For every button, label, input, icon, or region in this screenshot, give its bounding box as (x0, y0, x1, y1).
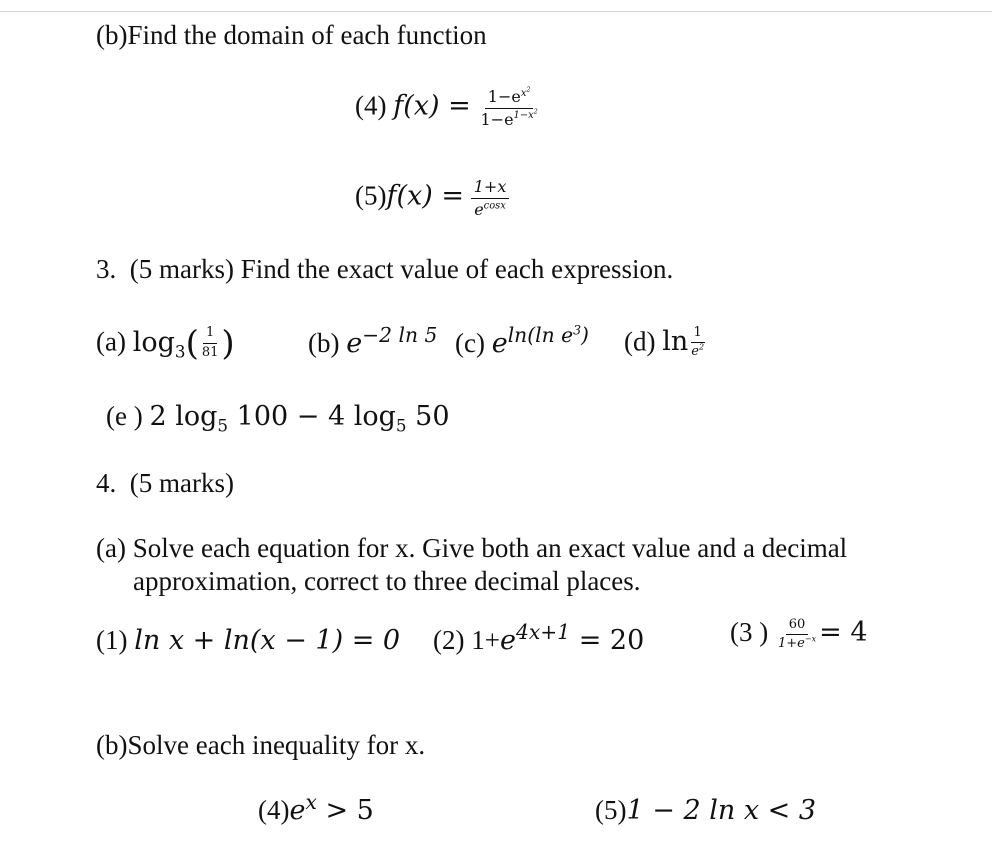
part-b-domain-heading (96, 22, 487, 49)
question-4b-label: (b) (96, 730, 128, 760)
equation-3-fraction: $\frac{60}{1+e^{-x}}$ (777, 617, 817, 652)
part-label: (b) (96, 20, 128, 50)
equation-2-label: (2) 1+ (433, 625, 500, 655)
equation-2-expression: $e^{4x+1} = 20$ (499, 620, 645, 656)
equation-1 (96, 627, 400, 654)
question-4b-text: Solve each inequality for x. (127, 730, 426, 760)
function-4-label: (4) (355, 90, 394, 121)
question-4b-heading (96, 732, 425, 759)
inequality-5 (595, 797, 816, 824)
question-4-text: (5 marks) (129, 468, 234, 498)
question-3b-label: (b) (308, 328, 347, 358)
inequality-4 (258, 790, 374, 826)
inequality-4-expression: $e^x > 5$ (289, 790, 374, 826)
question-3-text: (5 marks) Find the exact value of each expression. (129, 254, 674, 284)
top-divider (0, 11, 992, 12)
question-4-number: 4. (96, 468, 117, 498)
function-5-fraction (471, 178, 510, 218)
question-4-heading (96, 470, 234, 497)
equation-3 (730, 618, 868, 652)
question-3a (96, 323, 235, 363)
question-3-number: 3. (96, 254, 117, 284)
question-3e-label: (e ) (106, 401, 150, 431)
question-3c (455, 322, 589, 359)
equation-1-expression: ln x + ln(x − 1) = 0 (134, 625, 401, 656)
equation-1-label: (1) (96, 625, 135, 655)
function-4-fraction (477, 88, 540, 128)
function-5-numerator: 1+x (471, 178, 510, 199)
equation-2 (433, 620, 645, 656)
question-3d (624, 326, 707, 360)
question-3d-label: (d) (624, 326, 663, 357)
question-3c-label: (c) (455, 328, 492, 358)
question-3e-expression: 2 $\log_5 100 - 4$ $\log_5 50$ (149, 401, 450, 436)
question-4a-line2: approximation, correct to three decimal places. (133, 566, 641, 596)
question-3b (308, 323, 438, 359)
function-5-denominator: $e^{cosx}$ (474, 199, 506, 219)
question-3a-expression: $\log_3$( $\frac{1}{81}$ ) (132, 323, 235, 363)
question-3a-label: (a) (96, 326, 133, 357)
function-4-denominator: $1-e^{1-x^2}$ (480, 108, 538, 129)
question-3c-expression: $e^{ln(ln e^3)}$ (491, 322, 589, 359)
equation-3-rhs: = 4 (819, 617, 868, 648)
function-5 (355, 178, 509, 218)
function-4-numerator: $1-e^{x^2}$ (485, 88, 534, 109)
equation-3-label: (3 ) (730, 617, 775, 647)
function-5-lhs: f(x) = (386, 180, 464, 212)
question-3-heading (96, 256, 673, 283)
function-4-lhs: f(x) = (393, 90, 471, 122)
inequality-5-label: (5) (595, 795, 627, 825)
function-4 (355, 88, 541, 128)
function-5-label: (5) (355, 180, 387, 211)
question-4a-line1: (a) Solve each equation for x. Give both an exact value and a decimal (96, 533, 848, 563)
question-3d-expression: ln $\frac{1}{e^2}$ (662, 325, 705, 360)
question-3b-expression: $e^{-2 ln 5}$ (346, 323, 438, 359)
inequality-4-label: (4) (258, 795, 290, 825)
inequality-5-expression: 1 − 2 ln x < 3 (626, 795, 817, 826)
part-text: Find the domain of each function (127, 20, 487, 50)
question-3e (106, 401, 450, 436)
